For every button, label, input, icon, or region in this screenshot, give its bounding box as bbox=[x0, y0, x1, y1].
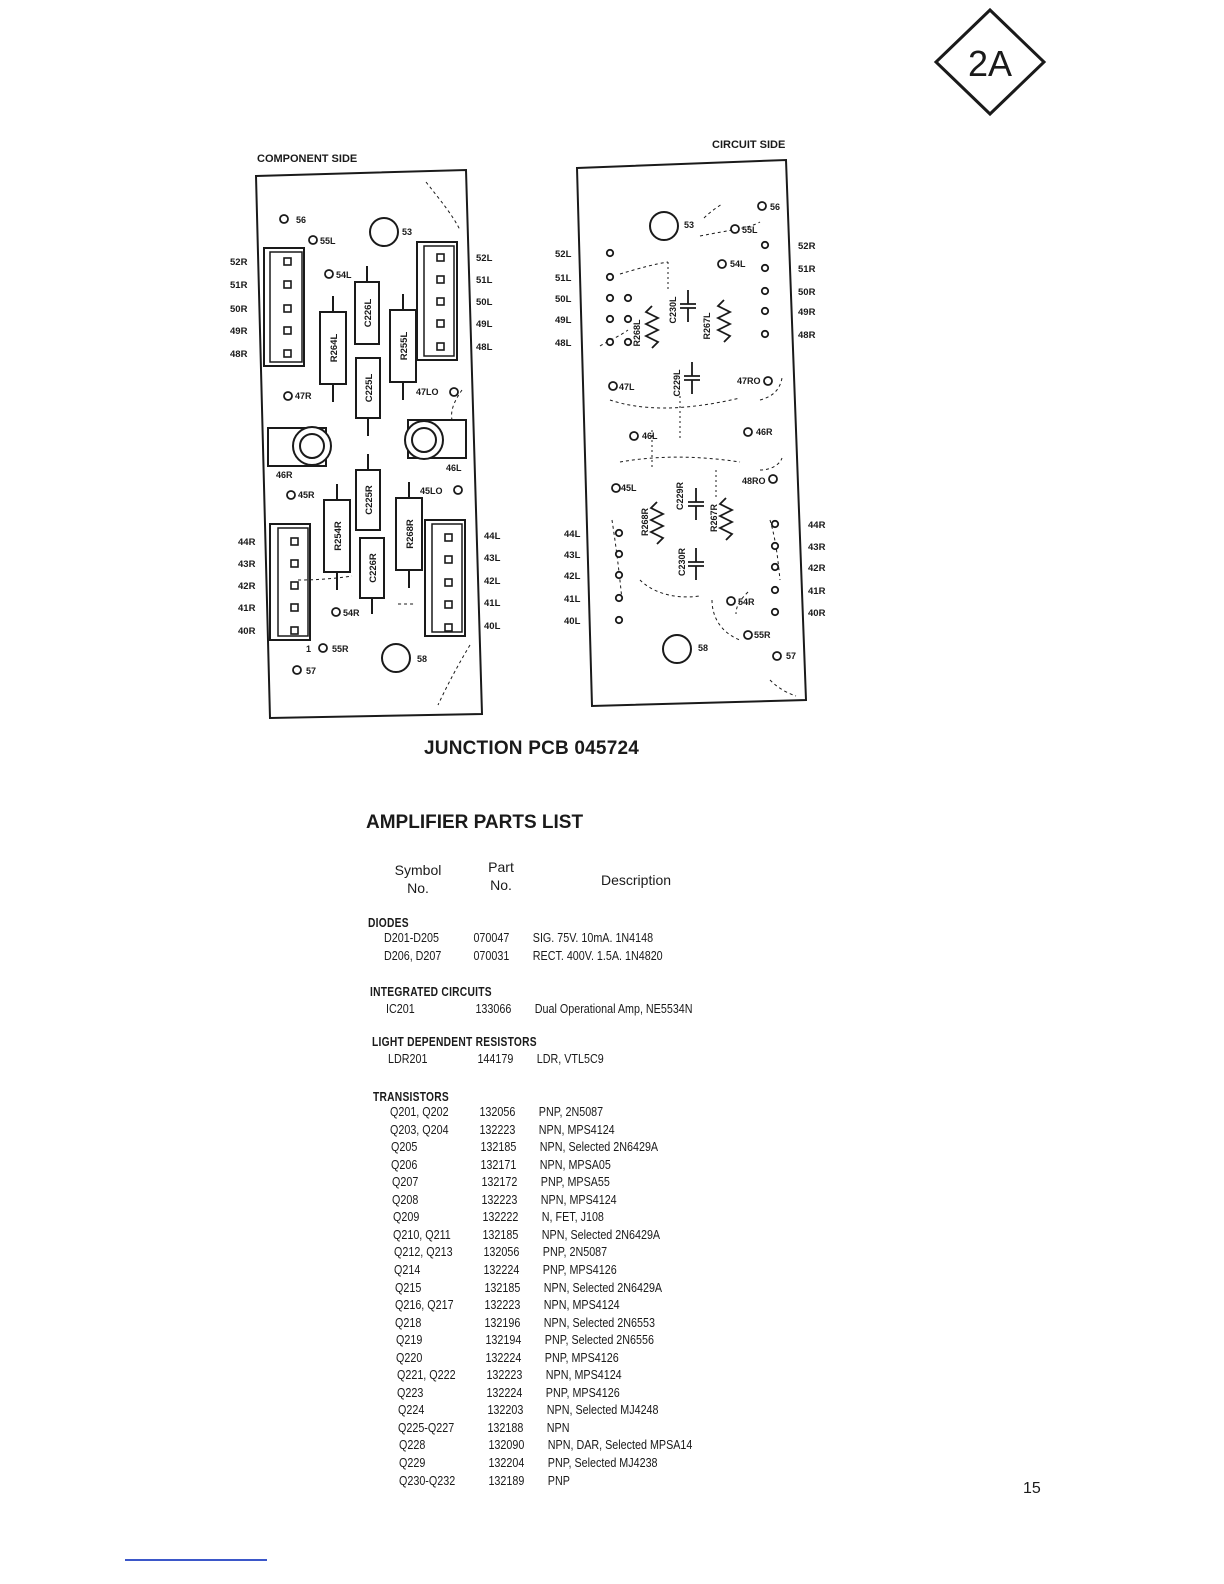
pad bbox=[287, 491, 295, 499]
connector-pin bbox=[437, 254, 444, 261]
pad bbox=[744, 631, 752, 639]
connector-pin bbox=[291, 582, 298, 589]
symbol-no: Q208 bbox=[392, 1192, 419, 1207]
edge-label: 49L bbox=[476, 319, 493, 330]
pad bbox=[280, 215, 288, 223]
part-no: 132188 bbox=[487, 1420, 524, 1435]
symbol-no: Q229 bbox=[399, 1456, 426, 1470]
pad bbox=[612, 484, 620, 492]
pad bbox=[758, 202, 766, 210]
pad bbox=[332, 608, 340, 616]
part-no: 132196 bbox=[484, 1315, 521, 1330]
pad bbox=[718, 260, 726, 268]
connector-pin bbox=[291, 560, 298, 567]
section-heading: DIODES bbox=[368, 916, 409, 930]
symbol-no: Q203, Q204 bbox=[390, 1122, 450, 1137]
edge-label: 44L bbox=[484, 531, 501, 542]
part-description: PNP, MPS4126 bbox=[545, 1385, 620, 1400]
part-no: 132185 bbox=[480, 1140, 517, 1155]
part-no: 132056 bbox=[479, 1105, 516, 1119]
component-label: R268R bbox=[405, 519, 416, 549]
pad-label: 45LO bbox=[420, 486, 443, 496]
pad bbox=[772, 609, 778, 615]
symbol-no: Q201, Q202 bbox=[390, 1105, 449, 1119]
edge-label: 40R bbox=[238, 626, 256, 637]
component-label: C225R bbox=[364, 485, 375, 515]
edge-label: 48L bbox=[476, 342, 493, 353]
part-description: NPN, Selected 2N6429A bbox=[539, 1140, 659, 1155]
pad bbox=[744, 428, 752, 436]
pad-label: 46L bbox=[642, 431, 658, 441]
pad bbox=[607, 274, 613, 280]
edge-label: 48R bbox=[230, 349, 248, 360]
pad bbox=[773, 652, 781, 660]
connector-pin bbox=[291, 538, 298, 545]
part-description: NPN, Selected 2N6429A bbox=[541, 1227, 661, 1242]
pad bbox=[625, 295, 631, 301]
symbol-no: Q223 bbox=[397, 1385, 424, 1400]
part-no: 132056 bbox=[483, 1245, 519, 1260]
symbol-no: Q220 bbox=[396, 1350, 423, 1365]
edge-label: 50R bbox=[230, 304, 248, 315]
edge-label: 43R bbox=[808, 542, 826, 553]
pad bbox=[727, 597, 735, 605]
pad-label: 47LO bbox=[416, 387, 439, 397]
symbol-no: Q225-Q227 bbox=[398, 1420, 455, 1435]
part-description: NPN, MPS4124 bbox=[545, 1368, 622, 1383]
edge-label: 51R bbox=[798, 264, 816, 275]
connector-pin bbox=[445, 556, 452, 563]
pad-label: 45R bbox=[298, 490, 315, 500]
component-label: C229L bbox=[672, 369, 682, 397]
pad bbox=[772, 587, 778, 593]
component-label: R267R bbox=[709, 503, 719, 533]
edge-label: 41R bbox=[238, 603, 256, 614]
symbol-no: Q230-Q232 bbox=[399, 1473, 456, 1488]
pad bbox=[762, 331, 768, 337]
pad bbox=[293, 666, 301, 674]
pad bbox=[616, 530, 622, 536]
edge-label: 44R bbox=[808, 520, 826, 531]
symbol-no: Q210, Q211 bbox=[393, 1227, 451, 1242]
part-no: 132204 bbox=[488, 1456, 525, 1470]
pad-label: 53 bbox=[684, 220, 695, 230]
connector-pin bbox=[291, 604, 298, 611]
part-no: 132171 bbox=[480, 1157, 517, 1172]
component-label: R267L bbox=[702, 312, 712, 340]
component-label: C225L bbox=[364, 373, 375, 403]
part-description: LDR, VTL5C9 bbox=[536, 1052, 604, 1066]
symbol-no: D206, D207 bbox=[384, 949, 442, 963]
connector-pin bbox=[284, 258, 291, 265]
connector-pin bbox=[291, 627, 298, 634]
pad bbox=[607, 339, 613, 345]
part-no: 132223 bbox=[481, 1192, 518, 1207]
pad bbox=[454, 486, 462, 494]
part-description: PNP, Selected 2N6556 bbox=[544, 1333, 654, 1348]
pad bbox=[450, 388, 458, 396]
component-label: R268L bbox=[632, 319, 642, 347]
part-no: 133066 bbox=[475, 1002, 512, 1016]
part-description: NPN, MPS4124 bbox=[541, 1192, 617, 1207]
component-label: C230L bbox=[668, 296, 678, 324]
edge-label: 50L bbox=[476, 297, 493, 308]
pad-label: 46R bbox=[756, 427, 773, 437]
header-description: Description bbox=[600, 872, 672, 888]
edge-label: 42L bbox=[564, 571, 581, 582]
part-no: 132172 bbox=[481, 1175, 518, 1190]
pad-label: 57 bbox=[786, 651, 797, 661]
symbol-no: Q216, Q217 bbox=[394, 1298, 454, 1313]
connector-pin bbox=[437, 298, 444, 305]
pad-label: 48RO bbox=[742, 476, 766, 486]
part-description: PNP bbox=[548, 1473, 571, 1488]
part-no: 132223 bbox=[484, 1298, 521, 1313]
edge-label: 40L bbox=[484, 621, 501, 632]
circuit-side-label: CIRCUIT SIDE bbox=[712, 139, 786, 151]
pad bbox=[284, 392, 292, 400]
pad-label: 54L bbox=[730, 259, 746, 269]
part-no: 132224 bbox=[483, 1262, 520, 1277]
edge-label: 50L bbox=[555, 294, 572, 305]
part-description: SIG. 75V. 10mA. 1N4148 bbox=[532, 931, 654, 945]
edge-label: 51L bbox=[555, 273, 572, 284]
component-label: C230R bbox=[677, 547, 687, 577]
connector-pin bbox=[284, 281, 291, 288]
part-description: NPN, MPS4124 bbox=[543, 1298, 620, 1313]
component-label: R255L bbox=[399, 331, 410, 361]
badge-text: 2A bbox=[967, 43, 1013, 84]
pad bbox=[762, 242, 768, 248]
part-no: 132223 bbox=[486, 1368, 523, 1383]
symbol-no: Q228 bbox=[398, 1438, 425, 1453]
part-description: PNP, MPSA55 bbox=[540, 1175, 610, 1190]
footer-link-underline bbox=[125, 1559, 267, 1561]
pad bbox=[616, 551, 622, 557]
connector-pin bbox=[284, 305, 291, 312]
section-heading: LIGHT DEPENDENT RESISTORS bbox=[372, 1035, 537, 1049]
edge-label: 40L bbox=[564, 616, 581, 627]
connector-pin bbox=[445, 624, 452, 631]
pad bbox=[309, 236, 317, 244]
edge-label: 49R bbox=[798, 307, 816, 318]
edge-label: 41R bbox=[808, 586, 826, 597]
edge-label: 52L bbox=[555, 249, 572, 260]
pad bbox=[772, 543, 778, 549]
part-no: 132090 bbox=[487, 1438, 524, 1453]
connector-pin bbox=[284, 350, 291, 357]
component-label: R264L bbox=[329, 333, 340, 363]
component-label: R268R bbox=[640, 507, 650, 537]
part-description: PNP, MPS4126 bbox=[542, 1262, 617, 1277]
part-description: NPN, Selected 2N6429A bbox=[543, 1280, 662, 1295]
component-label: C229R bbox=[675, 481, 685, 511]
page-number: 15 bbox=[1023, 1480, 1041, 1497]
symbol-no: Q218 bbox=[395, 1315, 422, 1330]
pad-label: 47L bbox=[619, 382, 635, 392]
pad-label: 47R bbox=[295, 391, 312, 401]
header-symbol: Symbol No. bbox=[394, 862, 442, 896]
edge-label: 41L bbox=[564, 594, 581, 605]
symbol-no: Q219 bbox=[395, 1333, 423, 1348]
section-heading: TRANSISTORS bbox=[373, 1090, 449, 1104]
pad bbox=[772, 521, 778, 527]
edge-label: 52R bbox=[230, 257, 248, 268]
part-no: 144179 bbox=[477, 1052, 514, 1066]
pad bbox=[762, 288, 768, 294]
part-no: 132185 bbox=[483, 1280, 520, 1295]
edge-label: 48L bbox=[555, 338, 572, 349]
edge-label: 44L bbox=[564, 529, 581, 540]
edge-label: 51R bbox=[230, 280, 248, 291]
pad bbox=[769, 475, 777, 483]
symbol-no: Q212, Q213 bbox=[393, 1245, 453, 1260]
pad-label: 53 bbox=[402, 227, 413, 237]
part-description: PNP, 2N5087 bbox=[538, 1105, 604, 1119]
connector-pin bbox=[437, 276, 444, 283]
pad bbox=[762, 308, 768, 314]
edge-label: 43L bbox=[564, 550, 581, 561]
pad-label: 46L bbox=[446, 463, 462, 473]
edge-label: 52L bbox=[476, 253, 493, 264]
part-description: RECT. 400V. 1.5A. 1N4820 bbox=[532, 949, 663, 963]
pad bbox=[607, 295, 613, 301]
symbol-no: Q215 bbox=[394, 1280, 421, 1295]
part-description: PNP, 2N5087 bbox=[542, 1245, 607, 1260]
pad-label: 46R bbox=[276, 470, 293, 480]
edge-label: 42R bbox=[808, 563, 826, 574]
pad-label: 1 bbox=[306, 644, 312, 654]
symbol-no: Q224 bbox=[397, 1403, 424, 1418]
part-no: 132222 bbox=[482, 1210, 519, 1225]
component-label: C226R bbox=[368, 553, 379, 583]
symbol-no: D201-D205 bbox=[384, 931, 439, 945]
connector-pin bbox=[445, 601, 452, 608]
part-description: NPN, Selected 2N6553 bbox=[544, 1315, 656, 1330]
edge-label: 51L bbox=[476, 275, 493, 286]
pad bbox=[609, 382, 617, 390]
pad-label: 58 bbox=[417, 654, 428, 664]
pad bbox=[325, 270, 333, 278]
pad bbox=[319, 644, 327, 652]
part-description: PNP, Selected MJ4238 bbox=[547, 1456, 658, 1470]
part-no: 132189 bbox=[488, 1473, 525, 1488]
pad bbox=[607, 316, 613, 322]
pad-label: 45L bbox=[621, 483, 637, 493]
edge-label: 49L bbox=[555, 315, 572, 326]
symbol-no: Q206 bbox=[391, 1157, 418, 1172]
part-description: NPN, MPS4124 bbox=[539, 1122, 616, 1137]
part-description: NPN, DAR, Selected MPSA14 bbox=[547, 1438, 692, 1453]
edge-label: 40R bbox=[808, 608, 826, 619]
pad-label: 54R bbox=[738, 597, 755, 607]
pcb-title: JUNCTION PCB 045724 bbox=[424, 738, 639, 759]
part-no: 132223 bbox=[479, 1122, 516, 1137]
part-no: 070047 bbox=[473, 931, 510, 945]
pad-label: 57 bbox=[306, 666, 317, 676]
part-description: N, FET, J108 bbox=[541, 1210, 604, 1225]
part-no: 132224 bbox=[486, 1385, 523, 1400]
part-no: 070031 bbox=[473, 949, 510, 963]
pad-label: 54L bbox=[336, 270, 352, 280]
pad bbox=[772, 564, 778, 570]
edge-label: 49R bbox=[230, 326, 248, 337]
pad-label: 47RO bbox=[737, 376, 761, 386]
pad bbox=[607, 250, 613, 256]
part-no: 132185 bbox=[482, 1227, 519, 1242]
symbol-no: Q209 bbox=[392, 1210, 419, 1225]
pad bbox=[616, 572, 622, 578]
connector-pin bbox=[437, 343, 444, 350]
connector-pin bbox=[437, 320, 444, 327]
edge-label: 50R bbox=[798, 287, 816, 298]
edge-label: 41L bbox=[484, 598, 501, 609]
edge-label: 48R bbox=[798, 330, 816, 341]
symbol-no: Q207 bbox=[391, 1175, 419, 1190]
connector-pin bbox=[284, 327, 291, 334]
part-no: 132224 bbox=[485, 1350, 522, 1365]
header-part: Part No. bbox=[488, 859, 514, 893]
edge-label: 43L bbox=[484, 553, 501, 564]
component-label: R254R bbox=[333, 521, 344, 551]
symbol-no: Q205 bbox=[390, 1140, 418, 1155]
part-description: PNP, MPS4126 bbox=[545, 1350, 619, 1365]
pad-label: 55R bbox=[754, 630, 771, 640]
pad bbox=[762, 265, 768, 271]
component-side-board bbox=[256, 170, 482, 718]
part-description: NPN, MPSA05 bbox=[540, 1157, 612, 1172]
pad bbox=[625, 316, 631, 322]
component-label: C226L bbox=[363, 298, 374, 328]
symbol-no: LDR201 bbox=[388, 1052, 428, 1066]
pad-label: 54R bbox=[343, 608, 360, 618]
part-description: NPN, Selected MJ4248 bbox=[546, 1403, 659, 1418]
pad bbox=[630, 432, 638, 440]
part-no: 132194 bbox=[485, 1333, 522, 1348]
parts-list-title: AMPLIFIER PARTS LIST bbox=[366, 812, 584, 833]
part-no: 132203 bbox=[487, 1403, 523, 1418]
pad-label: 58 bbox=[698, 643, 709, 653]
pad bbox=[731, 225, 739, 233]
part-description: Dual Operational Amp, NE5534N bbox=[534, 1002, 693, 1016]
symbol-no: Q214 bbox=[394, 1262, 421, 1277]
pad-label: 55R bbox=[332, 644, 349, 654]
edge-label: 43R bbox=[238, 559, 256, 570]
pad bbox=[616, 595, 622, 601]
pad-label: 56 bbox=[296, 215, 307, 225]
edge-label: 52R bbox=[798, 241, 816, 252]
pad-label: 55L bbox=[320, 236, 336, 246]
edge-label: 44R bbox=[238, 537, 256, 548]
edge-label: 42L bbox=[484, 576, 501, 587]
edge-label: 42R bbox=[238, 581, 256, 592]
pcb-diagram bbox=[0, 0, 1224, 760]
pad-label: 55L bbox=[742, 225, 758, 235]
part-description: NPN bbox=[546, 1420, 570, 1435]
symbol-no: IC201 bbox=[386, 1002, 415, 1016]
pad-label: 56 bbox=[770, 202, 781, 212]
pad bbox=[616, 617, 622, 623]
pad bbox=[625, 339, 631, 345]
connector-pin bbox=[445, 579, 452, 586]
connector-pin bbox=[445, 534, 452, 541]
symbol-no: Q221, Q222 bbox=[396, 1368, 456, 1383]
section-heading: INTEGRATED CIRCUITS bbox=[370, 985, 492, 999]
pad bbox=[764, 377, 772, 385]
component-side-label: COMPONENT SIDE bbox=[257, 153, 358, 165]
